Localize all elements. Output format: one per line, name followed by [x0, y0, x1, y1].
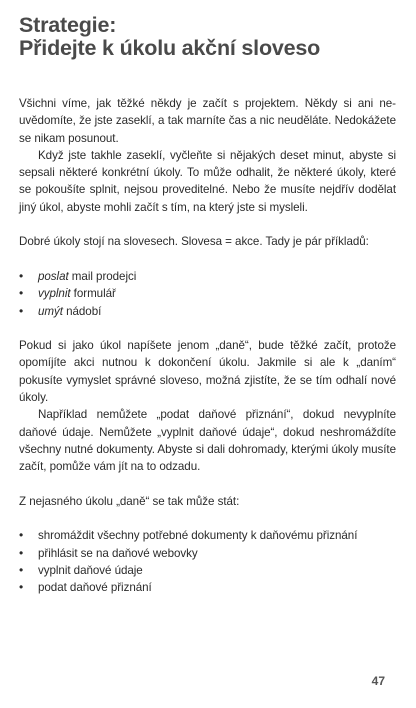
list-item	[19, 527, 396, 544]
list-item	[19, 268, 396, 285]
bullet-icon: •	[19, 563, 24, 578]
examples-list	[19, 268, 396, 320]
heading-line-2: Přidejte k úkolu akční sloveso	[19, 36, 321, 60]
step-text: shromáždit všechny potřebné dokumenty k daňovému přiznání	[38, 529, 358, 543]
bullet-icon: •	[19, 268, 24, 283]
page-body	[19, 95, 396, 597]
paragraph-intro: Všichni víme, jak těžké někdy je začít s projektem. Někdy si ani neuvědomíte, že jste zaseklí, a tak marníte čas a nic neuděláte. Nedokážete se nikam posunout.	[19, 97, 396, 145]
bullet-icon: •	[19, 580, 24, 595]
bullet-icon: •	[19, 545, 24, 560]
bullet-icon: •	[19, 303, 24, 318]
example-object: mail prodejci	[68, 269, 137, 283]
section-heading	[19, 14, 409, 60]
example-verb: poslat	[38, 269, 69, 283]
spacer	[19, 320, 396, 337]
bullet-icon: •	[19, 528, 24, 543]
step-text: vyplnit daňové údaje	[38, 564, 143, 578]
spacer	[19, 216, 396, 233]
example-verb: umýt	[38, 304, 63, 318]
page-number: 47	[371, 674, 385, 688]
paragraph-example: Například nemůžete „podat daňové přiznání“, dokud nevyplníte daňové údaje. Nemůžete „vyplnit daňové údaje“, dokud neshromáždíte všechny nutné dokumenty. Abyste si dali dohromady, kterými úkoly musíte začít, pomůže vám jít na to odzadu.	[19, 408, 396, 474]
list-item	[19, 562, 396, 579]
list-item	[19, 285, 396, 302]
example-verb: vyplnit	[38, 287, 71, 301]
heading-line-1: Strategie:	[19, 13, 117, 37]
step-text: podat daňové přiznání	[38, 581, 152, 595]
spacer	[19, 251, 396, 268]
spacer	[19, 476, 396, 493]
spacer	[19, 510, 396, 527]
paragraph-stuck: Když jste takhle zaseklí, vyčleňte si nějakých deset minut, abyste si sepsali některé konkrétní úkoly. To může odhalit, že některé úkoly, které se pokoušíte splnit, nejsou proveditelné. Nebo že musíte nejdřív dodělat jiný úkol, abyste mohli začít s tím, na který jste si mysleli.	[19, 148, 396, 214]
example-object: nádobí	[62, 304, 102, 318]
paragraph-result: Z nejasného úkolu „daně“ se tak může stát:	[19, 494, 240, 508]
list-item	[19, 545, 396, 562]
step-text: přihlásit se na daňové webovky	[38, 546, 198, 560]
bullet-icon: •	[19, 286, 24, 301]
list-item	[19, 579, 396, 596]
paragraph-verbs: Dobré úkoly stojí na slovesech. Slovesa = akce. Tady je pár příkladů:	[19, 235, 369, 249]
steps-list	[19, 527, 396, 596]
list-item	[19, 303, 396, 320]
paragraph-taxes: Pokud si jako úkol napíšete jenom „daně“, bude těžké začít, protože opomíjíte akci nutnou k dokončení úkolu. Jakmile si ale k „daním“ pokusíte vymyslet správné sloveso, možná zjistíte, že se tím odhalí nové úkoly.	[19, 339, 396, 405]
example-object: formulář	[70, 287, 116, 301]
